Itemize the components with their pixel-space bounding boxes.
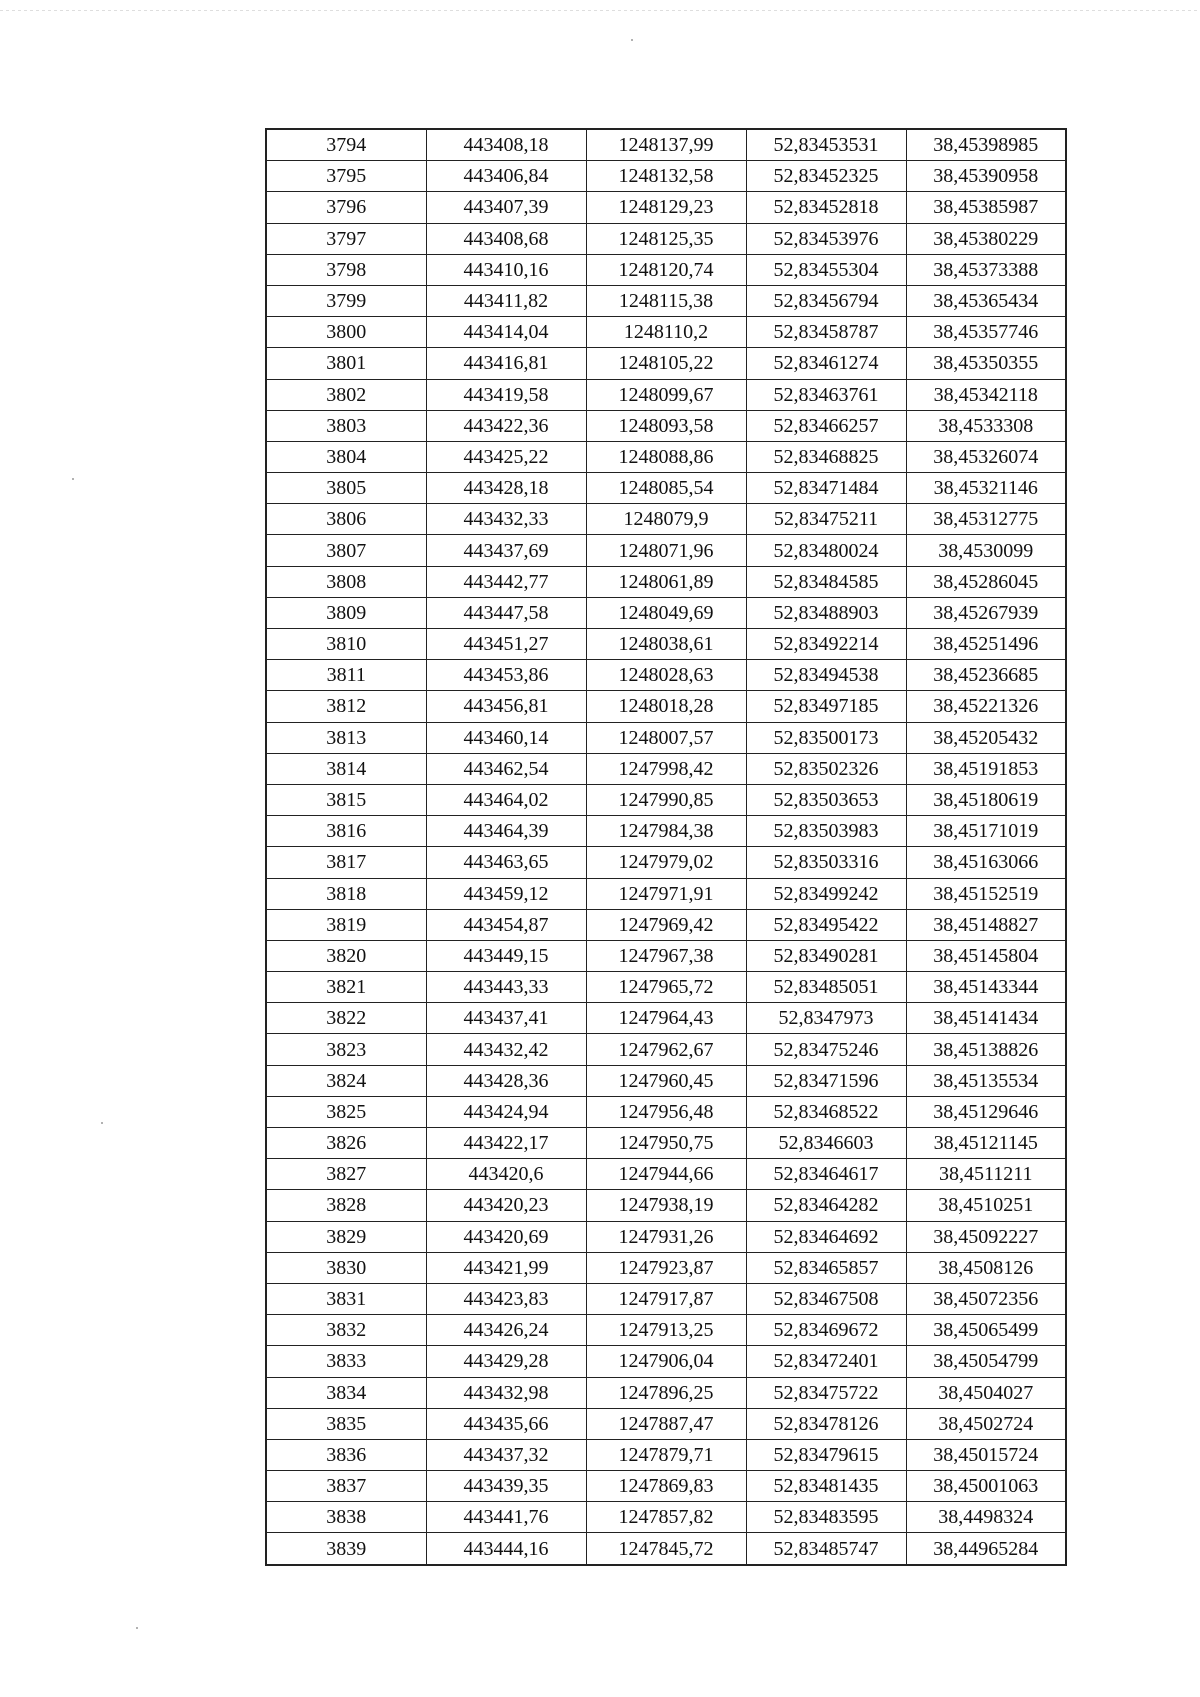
cell-latitude: 52,8346603 [746, 1128, 906, 1159]
cell-x: 443421,99 [426, 1252, 586, 1283]
cell-point_number: 3839 [266, 1533, 426, 1565]
cell-latitude: 52,83463761 [746, 379, 906, 410]
cell-point_number: 3807 [266, 535, 426, 566]
cell-point_number: 3801 [266, 348, 426, 379]
cell-latitude: 52,83456794 [746, 285, 906, 316]
cell-longitude: 38,45321146 [906, 473, 1066, 504]
cell-point_number: 3816 [266, 816, 426, 847]
cell-y: 1247917,87 [586, 1283, 746, 1314]
table-row [266, 1315, 1066, 1346]
table-row [266, 379, 1066, 410]
cell-latitude: 52,83464692 [746, 1221, 906, 1252]
cell-point_number: 3819 [266, 909, 426, 940]
table-row [266, 691, 1066, 722]
cell-latitude: 52,83484585 [746, 566, 906, 597]
cell-latitude: 52,83475246 [746, 1034, 906, 1065]
cell-x: 443428,18 [426, 473, 586, 504]
cell-x: 443420,69 [426, 1221, 586, 1252]
table-row [266, 1065, 1066, 1096]
cell-point_number: 3803 [266, 410, 426, 441]
cell-longitude: 38,45342118 [906, 379, 1066, 410]
cell-x: 443435,66 [426, 1408, 586, 1439]
cell-latitude: 52,83471484 [746, 473, 906, 504]
cell-point_number: 3814 [266, 753, 426, 784]
cell-x: 443420,6 [426, 1159, 586, 1190]
cell-point_number: 3811 [266, 660, 426, 691]
table-row [266, 566, 1066, 597]
cell-latitude: 52,83485747 [746, 1533, 906, 1565]
cell-latitude: 52,83472401 [746, 1346, 906, 1377]
cell-y: 1248049,69 [586, 597, 746, 628]
cell-y: 1247857,82 [586, 1502, 746, 1533]
cell-latitude: 52,83468522 [746, 1096, 906, 1127]
cell-point_number: 3833 [266, 1346, 426, 1377]
cell-point_number: 3796 [266, 192, 426, 223]
cell-longitude: 38,45092227 [906, 1221, 1066, 1252]
cell-longitude: 38,45390958 [906, 161, 1066, 192]
cell-longitude: 38,45171019 [906, 816, 1066, 847]
cell-y: 1247956,48 [586, 1096, 746, 1127]
cell-latitude: 52,83503653 [746, 784, 906, 815]
cell-y: 1248071,96 [586, 535, 746, 566]
cell-x: 443463,65 [426, 847, 586, 878]
cell-x: 443441,76 [426, 1502, 586, 1533]
cell-longitude: 38,4498324 [906, 1502, 1066, 1533]
cell-point_number: 3827 [266, 1159, 426, 1190]
cell-longitude: 38,4510251 [906, 1190, 1066, 1221]
cell-longitude: 38,45350355 [906, 348, 1066, 379]
cell-longitude: 38,45152519 [906, 878, 1066, 909]
table-row [266, 909, 1066, 940]
cell-longitude: 38,45251496 [906, 629, 1066, 660]
cell-latitude: 52,83480024 [746, 535, 906, 566]
cell-x: 443459,12 [426, 878, 586, 909]
cell-longitude: 38,44965284 [906, 1533, 1066, 1565]
table-row [266, 441, 1066, 472]
cell-point_number: 3830 [266, 1252, 426, 1283]
table-row [266, 1003, 1066, 1034]
cell-x: 443414,04 [426, 317, 586, 348]
cell-x: 443453,86 [426, 660, 586, 691]
cell-latitude: 52,83478126 [746, 1408, 906, 1439]
cell-point_number: 3815 [266, 784, 426, 815]
cell-latitude: 52,83455304 [746, 254, 906, 285]
scan-speck [631, 39, 633, 41]
cell-x: 443447,58 [426, 597, 586, 628]
cell-point_number: 3799 [266, 285, 426, 316]
cell-y: 1247967,38 [586, 940, 746, 971]
cell-point_number: 3834 [266, 1377, 426, 1408]
cell-latitude: 52,83495422 [746, 909, 906, 940]
cell-latitude: 52,83464617 [746, 1159, 906, 1190]
cell-longitude: 38,45054799 [906, 1346, 1066, 1377]
cell-point_number: 3825 [266, 1096, 426, 1127]
cell-latitude: 52,83479615 [746, 1439, 906, 1470]
cell-longitude: 38,4533308 [906, 410, 1066, 441]
cell-longitude: 38,45145804 [906, 940, 1066, 971]
cell-x: 443439,35 [426, 1471, 586, 1502]
cell-x: 443432,33 [426, 504, 586, 535]
cell-point_number: 3802 [266, 379, 426, 410]
cell-latitude: 52,83475722 [746, 1377, 906, 1408]
cell-longitude: 38,45143344 [906, 972, 1066, 1003]
cell-point_number: 3810 [266, 629, 426, 660]
cell-y: 1248061,89 [586, 566, 746, 597]
cell-longitude: 38,45138826 [906, 1034, 1066, 1065]
cell-x: 443422,17 [426, 1128, 586, 1159]
cell-longitude: 38,45135534 [906, 1065, 1066, 1096]
cell-longitude: 38,4502724 [906, 1408, 1066, 1439]
cell-x: 443437,32 [426, 1439, 586, 1470]
cell-y: 1248007,57 [586, 722, 746, 753]
table-row [266, 1252, 1066, 1283]
cell-y: 1247896,25 [586, 1377, 746, 1408]
table-row [266, 504, 1066, 535]
table-row [266, 1159, 1066, 1190]
cell-x: 443464,39 [426, 816, 586, 847]
cell-longitude: 38,45286045 [906, 566, 1066, 597]
coordinates-table [265, 128, 1067, 1566]
cell-x: 443425,22 [426, 441, 586, 472]
cell-longitude: 38,45205432 [906, 722, 1066, 753]
cell-x: 443443,33 [426, 972, 586, 1003]
cell-latitude: 52,83466257 [746, 410, 906, 441]
cell-x: 443432,98 [426, 1377, 586, 1408]
cell-longitude: 38,45129646 [906, 1096, 1066, 1127]
cell-latitude: 52,83458787 [746, 317, 906, 348]
table-row [266, 878, 1066, 909]
cell-y: 1248093,58 [586, 410, 746, 441]
cell-y: 1247979,02 [586, 847, 746, 878]
table-row [266, 285, 1066, 316]
cell-longitude: 38,45163066 [906, 847, 1066, 878]
cell-longitude: 38,45236685 [906, 660, 1066, 691]
cell-longitude: 38,45180619 [906, 784, 1066, 815]
cell-y: 1247965,72 [586, 972, 746, 1003]
cell-latitude: 52,83503983 [746, 816, 906, 847]
cell-point_number: 3823 [266, 1034, 426, 1065]
cell-latitude: 52,83488903 [746, 597, 906, 628]
cell-point_number: 3794 [266, 129, 426, 161]
table-row [266, 161, 1066, 192]
cell-longitude: 38,45373388 [906, 254, 1066, 285]
cell-y: 1248120,74 [586, 254, 746, 285]
table-row [266, 847, 1066, 878]
cell-longitude: 38,4508126 [906, 1252, 1066, 1283]
cell-longitude: 38,45065499 [906, 1315, 1066, 1346]
cell-longitude: 38,45326074 [906, 441, 1066, 472]
cell-y: 1248099,67 [586, 379, 746, 410]
cell-latitude: 52,83492214 [746, 629, 906, 660]
cell-point_number: 3824 [266, 1065, 426, 1096]
table-row [266, 192, 1066, 223]
cell-latitude: 52,83469672 [746, 1315, 906, 1346]
coordinates-table-body [266, 129, 1066, 1565]
cell-x: 443407,39 [426, 192, 586, 223]
table-row [266, 1502, 1066, 1533]
cell-longitude: 38,4511211 [906, 1159, 1066, 1190]
cell-longitude: 38,45312775 [906, 504, 1066, 535]
cell-point_number: 3798 [266, 254, 426, 285]
cell-point_number: 3822 [266, 1003, 426, 1034]
table-row [266, 784, 1066, 815]
cell-y: 1247962,67 [586, 1034, 746, 1065]
cell-y: 1247906,04 [586, 1346, 746, 1377]
cell-x: 443423,83 [426, 1283, 586, 1314]
cell-latitude: 52,83481435 [746, 1471, 906, 1502]
table-row [266, 223, 1066, 254]
cell-point_number: 3826 [266, 1128, 426, 1159]
cell-y: 1247879,71 [586, 1439, 746, 1470]
table-row [266, 816, 1066, 847]
cell-point_number: 3795 [266, 161, 426, 192]
table-row [266, 660, 1066, 691]
cell-y: 1247869,83 [586, 1471, 746, 1502]
cell-longitude: 38,45221326 [906, 691, 1066, 722]
cell-y: 1247971,91 [586, 878, 746, 909]
cell-y: 1247938,19 [586, 1190, 746, 1221]
cell-latitude: 52,83490281 [746, 940, 906, 971]
table-row [266, 940, 1066, 971]
cell-latitude: 52,83452818 [746, 192, 906, 223]
table-row [266, 1533, 1066, 1565]
cell-y: 1248038,61 [586, 629, 746, 660]
cell-x: 443419,58 [426, 379, 586, 410]
table-row [266, 535, 1066, 566]
cell-longitude: 38,45001063 [906, 1471, 1066, 1502]
table-row [266, 1439, 1066, 1470]
cell-longitude: 38,45267939 [906, 597, 1066, 628]
cell-latitude: 52,83471596 [746, 1065, 906, 1096]
table-row [266, 1128, 1066, 1159]
cell-latitude: 52,83468825 [746, 441, 906, 472]
cell-latitude: 52,83453531 [746, 129, 906, 161]
cell-latitude: 52,8347973 [746, 1003, 906, 1034]
cell-point_number: 3828 [266, 1190, 426, 1221]
scan-edge-line [0, 10, 1200, 11]
cell-y: 1247845,72 [586, 1533, 746, 1565]
scan-speck [72, 478, 74, 480]
table-row [266, 722, 1066, 753]
cell-point_number: 3821 [266, 972, 426, 1003]
cell-y: 1248110,2 [586, 317, 746, 348]
cell-point_number: 3817 [266, 847, 426, 878]
cell-latitude: 52,83464282 [746, 1190, 906, 1221]
cell-latitude: 52,83500173 [746, 722, 906, 753]
table-row [266, 410, 1066, 441]
cell-latitude: 52,83497185 [746, 691, 906, 722]
cell-x: 443432,42 [426, 1034, 586, 1065]
cell-x: 443464,02 [426, 784, 586, 815]
table-row [266, 597, 1066, 628]
cell-y: 1247931,26 [586, 1221, 746, 1252]
cell-longitude: 38,45072356 [906, 1283, 1066, 1314]
table-row [266, 753, 1066, 784]
cell-longitude: 38,45141434 [906, 1003, 1066, 1034]
cell-point_number: 3838 [266, 1502, 426, 1533]
cell-x: 443437,41 [426, 1003, 586, 1034]
cell-x: 443437,69 [426, 535, 586, 566]
cell-x: 443408,68 [426, 223, 586, 254]
table-row [266, 1377, 1066, 1408]
cell-x: 443454,87 [426, 909, 586, 940]
cell-longitude: 38,45380229 [906, 223, 1066, 254]
cell-y: 1247950,75 [586, 1128, 746, 1159]
cell-latitude: 52,83503316 [746, 847, 906, 878]
cell-x: 443429,28 [426, 1346, 586, 1377]
cell-longitude: 38,4530099 [906, 535, 1066, 566]
scan-speck [101, 1122, 103, 1124]
cell-x: 443462,54 [426, 753, 586, 784]
table-row [266, 1034, 1066, 1065]
cell-latitude: 52,83499242 [746, 878, 906, 909]
cell-point_number: 3831 [266, 1283, 426, 1314]
cell-longitude: 38,45398985 [906, 129, 1066, 161]
cell-y: 1247998,42 [586, 753, 746, 784]
cell-latitude: 52,83453976 [746, 223, 906, 254]
cell-longitude: 38,45121145 [906, 1128, 1066, 1159]
cell-y: 1247990,85 [586, 784, 746, 815]
cell-latitude: 52,83483595 [746, 1502, 906, 1533]
cell-longitude: 38,45365434 [906, 285, 1066, 316]
table-row [266, 254, 1066, 285]
cell-y: 1248079,9 [586, 504, 746, 535]
table-row [266, 1221, 1066, 1252]
cell-point_number: 3813 [266, 722, 426, 753]
cell-y: 1247969,42 [586, 909, 746, 940]
cell-y: 1248018,28 [586, 691, 746, 722]
cell-point_number: 3806 [266, 504, 426, 535]
cell-point_number: 3805 [266, 473, 426, 504]
cell-latitude: 52,83475211 [746, 504, 906, 535]
table-row [266, 317, 1066, 348]
table-row [266, 129, 1066, 161]
table-row [266, 348, 1066, 379]
cell-point_number: 3837 [266, 1471, 426, 1502]
cell-longitude: 38,4504027 [906, 1377, 1066, 1408]
cell-x: 443422,36 [426, 410, 586, 441]
scan-speck [136, 1627, 138, 1629]
cell-point_number: 3797 [266, 223, 426, 254]
cell-y: 1248129,23 [586, 192, 746, 223]
cell-y: 1247960,45 [586, 1065, 746, 1096]
cell-x: 443456,81 [426, 691, 586, 722]
cell-y: 1248088,86 [586, 441, 746, 472]
cell-longitude: 38,45191853 [906, 753, 1066, 784]
cell-x: 443406,84 [426, 161, 586, 192]
cell-y: 1248028,63 [586, 660, 746, 691]
cell-y: 1247964,43 [586, 1003, 746, 1034]
cell-longitude: 38,45015724 [906, 1439, 1066, 1470]
cell-x: 443444,16 [426, 1533, 586, 1565]
table-row [266, 1471, 1066, 1502]
table-row [266, 1283, 1066, 1314]
cell-y: 1248137,99 [586, 129, 746, 161]
cell-x: 443442,77 [426, 566, 586, 597]
cell-x: 443408,18 [426, 129, 586, 161]
cell-point_number: 3800 [266, 317, 426, 348]
cell-y: 1247923,87 [586, 1252, 746, 1283]
table-row [266, 972, 1066, 1003]
cell-longitude: 38,45385987 [906, 192, 1066, 223]
cell-x: 443411,82 [426, 285, 586, 316]
table-row [266, 629, 1066, 660]
cell-x: 443416,81 [426, 348, 586, 379]
cell-x: 443424,94 [426, 1096, 586, 1127]
cell-latitude: 52,83467508 [746, 1283, 906, 1314]
cell-point_number: 3820 [266, 940, 426, 971]
cell-point_number: 3808 [266, 566, 426, 597]
cell-y: 1247913,25 [586, 1315, 746, 1346]
cell-point_number: 3812 [266, 691, 426, 722]
cell-point_number: 3832 [266, 1315, 426, 1346]
cell-y: 1248105,22 [586, 348, 746, 379]
table-row [266, 1096, 1066, 1127]
cell-latitude: 52,83494538 [746, 660, 906, 691]
cell-x: 443460,14 [426, 722, 586, 753]
cell-x: 443428,36 [426, 1065, 586, 1096]
cell-latitude: 52,83461274 [746, 348, 906, 379]
table-row [266, 1408, 1066, 1439]
cell-point_number: 3836 [266, 1439, 426, 1470]
table-row [266, 1190, 1066, 1221]
cell-point_number: 3804 [266, 441, 426, 472]
cell-y: 1248085,54 [586, 473, 746, 504]
cell-latitude: 52,83452325 [746, 161, 906, 192]
cell-latitude: 52,83465857 [746, 1252, 906, 1283]
cell-latitude: 52,83485051 [746, 972, 906, 1003]
cell-x: 443410,16 [426, 254, 586, 285]
table-row [266, 473, 1066, 504]
cell-y: 1248115,38 [586, 285, 746, 316]
cell-point_number: 3829 [266, 1221, 426, 1252]
cell-y: 1247887,47 [586, 1408, 746, 1439]
cell-y: 1247944,66 [586, 1159, 746, 1190]
cell-point_number: 3809 [266, 597, 426, 628]
cell-latitude: 52,83502326 [746, 753, 906, 784]
cell-x: 443420,23 [426, 1190, 586, 1221]
cell-y: 1247984,38 [586, 816, 746, 847]
cell-x: 443451,27 [426, 629, 586, 660]
cell-point_number: 3818 [266, 878, 426, 909]
cell-x: 443449,15 [426, 940, 586, 971]
table-row [266, 1346, 1066, 1377]
cell-longitude: 38,45148827 [906, 909, 1066, 940]
cell-longitude: 38,45357746 [906, 317, 1066, 348]
cell-y: 1248125,35 [586, 223, 746, 254]
cell-y: 1248132,58 [586, 161, 746, 192]
cell-point_number: 3835 [266, 1408, 426, 1439]
cell-x: 443426,24 [426, 1315, 586, 1346]
